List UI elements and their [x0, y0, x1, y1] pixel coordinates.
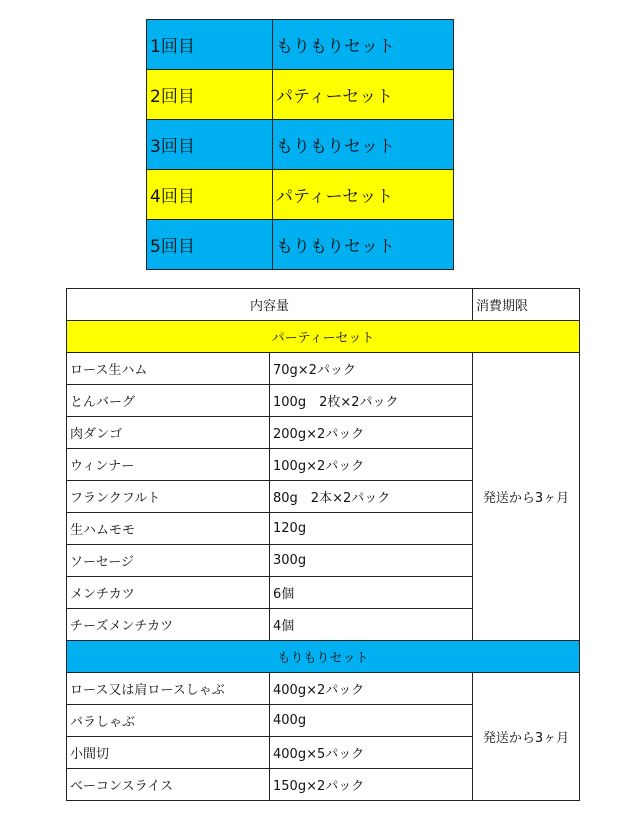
- item-name-cell: バラしゃぶ: [67, 705, 270, 737]
- schedule-set-cell: もりもりセット: [273, 120, 454, 170]
- contents-header-row: [67, 289, 580, 321]
- item-name-cell: ウィンナー: [67, 449, 270, 481]
- item-name-cell: 肉ダンゴ: [67, 417, 270, 449]
- schedule-round-cell: 5回目: [147, 220, 273, 270]
- item-name-cell: メンチカツ: [67, 577, 270, 609]
- content-header-cell: 内容量: [67, 289, 473, 321]
- item-name-cell: チーズメンチカツ: [67, 609, 270, 641]
- schedule-row: [147, 220, 454, 270]
- schedule-row: [147, 120, 454, 170]
- schedule-set-cell: パティーセット: [273, 170, 454, 220]
- item-amount-cell: 100g 2枚×2パック: [270, 385, 473, 417]
- set-contents-table: [66, 288, 580, 801]
- schedule-set-cell: パティーセット: [273, 70, 454, 120]
- item-amount-cell: 150g×2パック: [270, 769, 473, 801]
- item-name-cell: ロース又は肩ロースしゃぶ: [67, 673, 270, 705]
- item-name-cell: 小間切: [67, 737, 270, 769]
- item-amount-cell: 70g×2パック: [270, 353, 473, 385]
- delivery-schedule-table: [146, 19, 454, 270]
- section-title-cell: もりもりセット: [67, 641, 580, 673]
- item-amount-cell: 400g×5パック: [270, 737, 473, 769]
- section-title-cell: パーティーセット: [67, 321, 580, 353]
- section-title-row: [67, 321, 580, 353]
- expiry-cell: 発送から3ヶ月: [473, 353, 580, 641]
- item-name-cell: 生ハムモモ: [67, 513, 270, 545]
- item-amount-cell: 6個: [270, 577, 473, 609]
- item-name-cell: フランクフルト: [67, 481, 270, 513]
- schedule-round-cell: 3回目: [147, 120, 273, 170]
- item-name-cell: ベーコンスライス: [67, 769, 270, 801]
- schedule-row: [147, 70, 454, 120]
- item-name-cell: ソーセージ: [67, 545, 270, 577]
- set-contents-body: [67, 289, 580, 801]
- schedule-set-cell: もりもりセット: [273, 220, 454, 270]
- item-name-cell: とんバーグ: [67, 385, 270, 417]
- schedule-round-cell: 2回目: [147, 70, 273, 120]
- item-row: [67, 673, 580, 705]
- schedule-row: [147, 20, 454, 70]
- section-title-row: [67, 641, 580, 673]
- item-amount-cell: 200g×2パック: [270, 417, 473, 449]
- item-amount-cell: 300g: [270, 545, 473, 577]
- item-row: [67, 353, 580, 385]
- item-amount-cell: 400g: [270, 705, 473, 737]
- expiry-header-cell: 消費期限: [473, 289, 580, 321]
- schedule-round-cell: 4回目: [147, 170, 273, 220]
- item-amount-cell: 4個: [270, 609, 473, 641]
- item-amount-cell: 400g×2パック: [270, 673, 473, 705]
- item-amount-cell: 100g×2パック: [270, 449, 473, 481]
- expiry-cell: 発送から3ヶ月: [473, 673, 580, 801]
- item-name-cell: ロース生ハム: [67, 353, 270, 385]
- item-amount-cell: 80g 2本×2パック: [270, 481, 473, 513]
- schedule-row: [147, 170, 454, 220]
- schedule-round-cell: 1回目: [147, 20, 273, 70]
- delivery-schedule-body: [147, 20, 454, 270]
- item-amount-cell: 120g: [270, 513, 473, 545]
- schedule-set-cell: もりもりセット: [273, 20, 454, 70]
